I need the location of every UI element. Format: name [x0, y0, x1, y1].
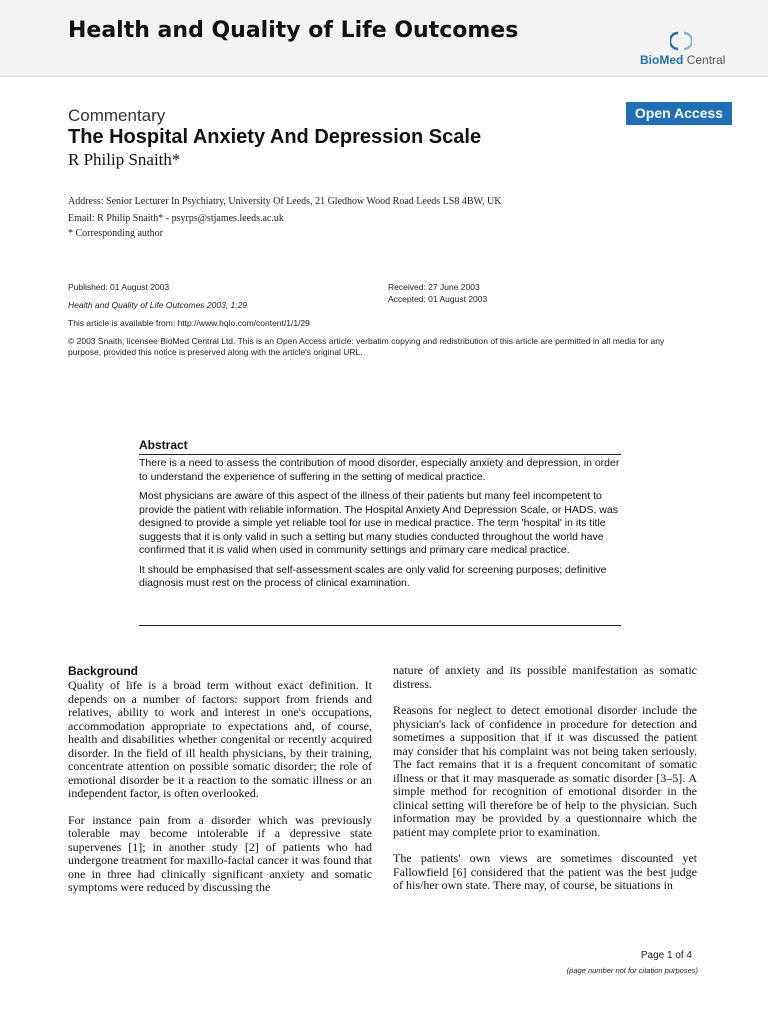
body-paragraph: Reasons for neglect to detect emotional disorder include the physician's lack of confidence in procedure for detection and sometimes a supposition that if it was discussed the patient may consider that his complaint was not being taken seriously. The fact remains that it is a frequent concomitant of somatic illness or that it may masquerade as somatic disorder [3–5]. A simple method for recognition of emotional disorder in the clinical setting will therefore be of help to the physician. Such information may be provided by a questionnaire which the patient may complete prior to examination. — [393, 703, 697, 839]
body-paragraph: For instance pain from a disorder which was previously tolerable may become intolerable if a depressive state supervenes [1]; in another study [2] of patients who had undergone treatment for maxillo-facial cancer it was found that one in three had clinically significant anxiety and somatic symptoms were reduced by discussing the — [68, 812, 372, 894]
author-email[interactable]: Email: R Philip Snaith* - psyrps@stjames.leeds.ac.uk — [68, 213, 284, 224]
journal-title: Health and Quality of Life Outcomes — [68, 18, 519, 43]
abstract-top-rule — [139, 454, 621, 455]
abstract-bottom-rule — [139, 625, 621, 626]
body-paragraph: Quality of life is a broad term without exact definition. It depends on a number of factors: support from friends and relatives, ability to work and interest in one's occupations, accommodation appropriate to expectations and, of course, health and disabilities whether congenital or recently acquired disorder. In the field of ill health physicians, by their training, concentrate attention on possible somatic disorder; the role of emotional disorder be it a reaction to the somatic illness or an independent factor, is often overlooked. — [68, 678, 372, 800]
body-column-left — [68, 664, 372, 908]
corresponding-author-note: * Corresponding author — [68, 228, 163, 239]
body-column-right — [393, 664, 697, 906]
abstract-paragraph: It should be emphasised that self-assessment scales are only valid for screening purposes; definitive diagnosis must rest on the process of clinical examination. — [139, 563, 607, 589]
citation: Health and Quality of Life Outcomes 2003, 1:29 — [68, 300, 248, 310]
author-address: Address: Senior Lecturer In Psychiatry, University Of Leeds, 21 Gledhow Wood Road Leeds LS8 4BW, UK — [68, 196, 502, 207]
body-paragraph: The patients' own views are sometimes discounted yet Fallowfield [6] considered that the patient was the best judge of his/her own state. There may, of course, be situations in — [393, 851, 697, 892]
biomed-logo-icon — [670, 30, 692, 52]
open-access-badge: Open Access — [626, 102, 732, 125]
body-paragraph: nature of anxiety and its possible manifestation as somatic distress. — [393, 663, 697, 691]
accepted-date: Accepted: 01 August 2003 — [388, 294, 488, 304]
copyright-notice: © 2003 Snaith; licensee BioMed Central Ltd. This is an Open Access article: verbatim copying and redistribution of this article are permitted in all media for any purpose, provided this notice is preserved along with the article's original URL. — [68, 336, 665, 357]
published-date: Published: 01 August 2003 — [68, 282, 170, 292]
logo-text-biomed: BioMed — [640, 53, 684, 67]
received-date: Received: 27 June 2003 — [388, 282, 480, 292]
abstract-paragraph: Most physicians are aware of this aspect of the illness of their patients but many feel incompetent to provide the patient with reliable information. The Hospital Anxiety And Depression Scale, or HADS, was designed to provide a simple yet reliable tool for use in medical practice. The term 'hospital' in its title suggests that it is only valid in such a setting but many studies conducted throughout the world have confirmed that it is valid when used in community settings and primary care medical practice. — [139, 490, 618, 556]
logo-text-central: Central — [686, 53, 726, 67]
article-title: The Hospital Anxiety And Depression Scale — [68, 126, 482, 148]
background-heading: Background — [68, 664, 139, 678]
article-type: Commentary — [68, 106, 166, 125]
journal-header — [0, 0, 768, 77]
abstract-section — [139, 438, 625, 597]
article-url[interactable]: This article is available from: http://www.hqlo.com/content/1/1/29 — [68, 318, 310, 328]
abstract-paragraph: There is a need to assess the contribution of mood disorder, especially anxiety and depression, in order to understand the experience of suffering in the setting of medical practice. — [139, 457, 620, 483]
page-number-note: (page number not for citation purposes) — [566, 966, 698, 975]
page-number: Page 1 of 4 — [640, 950, 692, 961]
abstract-heading: Abstract — [139, 438, 188, 452]
author-name: R Philip Snaith* — [68, 150, 181, 169]
biomed-central-logo[interactable] — [640, 30, 730, 70]
